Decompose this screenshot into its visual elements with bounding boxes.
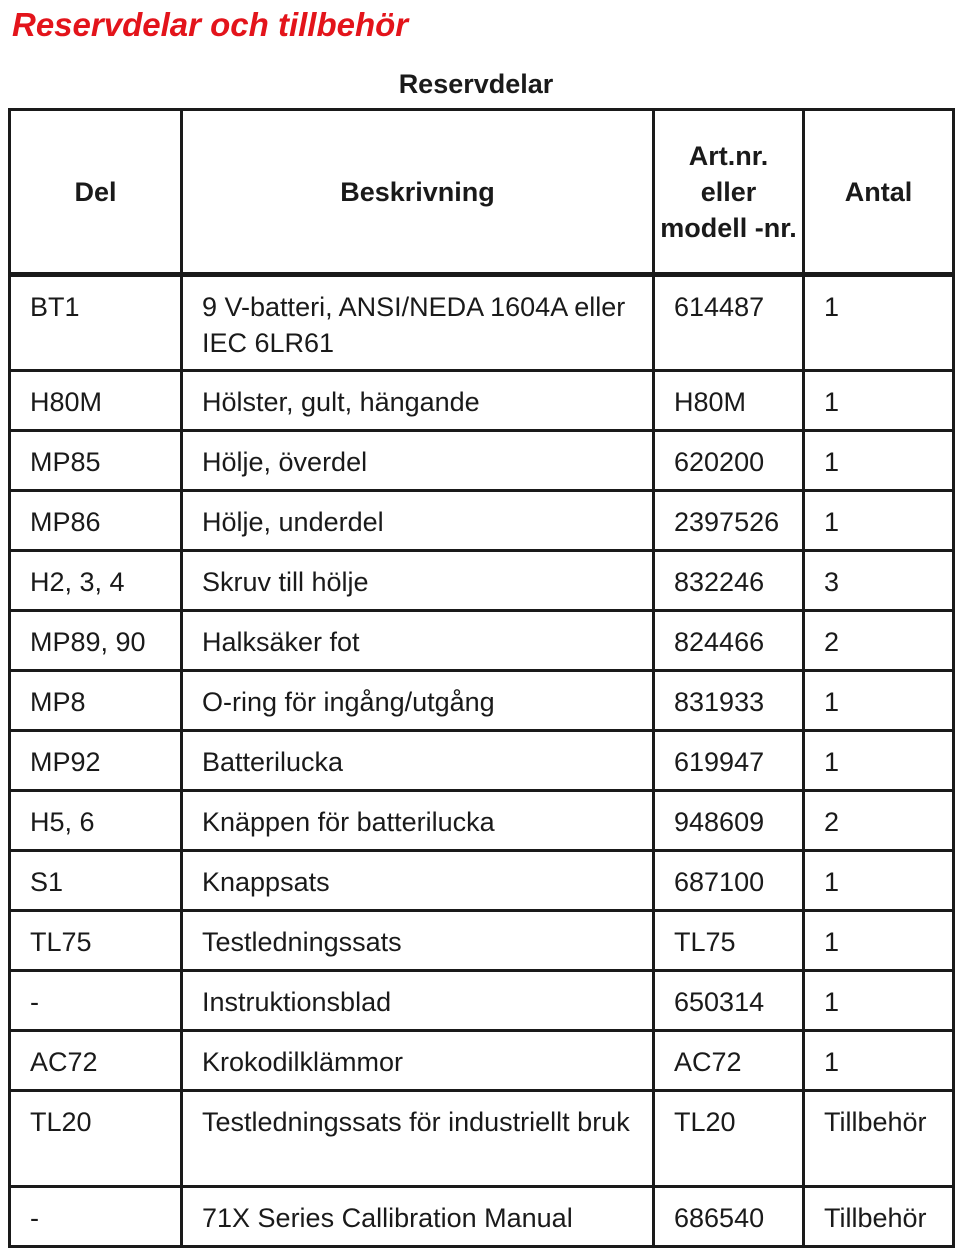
table-header-row <box>10 110 954 275</box>
cell-description: Hölje, överdel <box>182 431 654 491</box>
cell-article-number: AC72 <box>654 1031 804 1091</box>
table-row <box>10 851 954 911</box>
cell-description: O-ring för ingång/utgång <box>182 671 654 731</box>
cell-description: Instruktionsblad <box>182 971 654 1031</box>
cell-article-number: 2397526 <box>654 491 804 551</box>
cell-quantity: 1 <box>804 911 954 971</box>
cell-part: MP92 <box>10 731 182 791</box>
cell-description: Krokodilklämmor <box>182 1031 654 1091</box>
cell-quantity: 1 <box>804 431 954 491</box>
cell-article-number: 948609 <box>654 791 804 851</box>
cell-part: - <box>10 1187 182 1247</box>
cell-article-number: 619947 <box>654 731 804 791</box>
cell-part: MP89, 90 <box>10 611 182 671</box>
table-row <box>10 791 954 851</box>
table-row <box>10 731 954 791</box>
cell-part: H2, 3, 4 <box>10 551 182 611</box>
header-part: Del <box>10 110 182 275</box>
cell-description: Hölje, underdel <box>182 491 654 551</box>
cell-quantity: 1 <box>804 671 954 731</box>
cell-quantity: Tillbehör <box>804 1091 954 1187</box>
cell-part: H5, 6 <box>10 791 182 851</box>
cell-quantity: 2 <box>804 611 954 671</box>
table-row <box>10 971 954 1031</box>
cell-description: Knappsats <box>182 851 654 911</box>
cell-part: - <box>10 971 182 1031</box>
table-body <box>10 275 954 1247</box>
header-description: Beskrivning <box>182 110 654 275</box>
cell-part: MP85 <box>10 431 182 491</box>
cell-article-number: TL75 <box>654 911 804 971</box>
cell-description: Testledningssats för industriellt bruk <box>182 1091 654 1187</box>
cell-part: MP8 <box>10 671 182 731</box>
table-row <box>10 431 954 491</box>
cell-quantity: Tillbehör <box>804 1187 954 1247</box>
cell-part: BT1 <box>10 275 182 371</box>
table-row <box>10 371 954 431</box>
cell-description: Halksäker fot <box>182 611 654 671</box>
cell-article-number: 686540 <box>654 1187 804 1247</box>
page-title: Reservdelar och tillbehör <box>12 6 409 43</box>
cell-quantity: 1 <box>804 491 954 551</box>
cell-part: S1 <box>10 851 182 911</box>
table-row <box>10 1187 954 1247</box>
table-row <box>10 911 954 971</box>
cell-quantity: 3 <box>804 551 954 611</box>
table-row <box>10 671 954 731</box>
parts-table <box>8 108 955 1248</box>
table-row <box>10 1091 954 1187</box>
cell-description: Skruv till hölje <box>182 551 654 611</box>
cell-quantity: 1 <box>804 1031 954 1091</box>
header-quantity: Antal <box>804 110 954 275</box>
cell-part: TL75 <box>10 911 182 971</box>
cell-description: 9 V-batteri, ANSI/NEDA 1604A eller IEC 6LR61 <box>182 275 654 371</box>
table-row <box>10 491 954 551</box>
cell-part: AC72 <box>10 1031 182 1091</box>
cell-article-number: 620200 <box>654 431 804 491</box>
cell-article-number: TL20 <box>654 1091 804 1187</box>
cell-article-number: H80M <box>654 371 804 431</box>
cell-description: Batterilucka <box>182 731 654 791</box>
cell-part: MP86 <box>10 491 182 551</box>
table-row <box>10 275 954 371</box>
table-row <box>10 1031 954 1091</box>
header-article-number: Art.nr. eller modell -nr. <box>654 110 804 275</box>
cell-article-number: 831933 <box>654 671 804 731</box>
cell-article-number: 614487 <box>654 275 804 371</box>
cell-description: 71X Series Callibration Manual <box>182 1187 654 1247</box>
cell-quantity: 1 <box>804 731 954 791</box>
cell-article-number: 824466 <box>654 611 804 671</box>
table-row <box>10 611 954 671</box>
cell-quantity: 1 <box>804 275 954 371</box>
cell-quantity: 1 <box>804 971 954 1031</box>
cell-quantity: 1 <box>804 371 954 431</box>
table-caption: Reservdelar <box>398 69 554 99</box>
cell-description: Knäppen för batterilucka <box>182 791 654 851</box>
cell-article-number: 650314 <box>654 971 804 1031</box>
cell-article-number: 832246 <box>654 551 804 611</box>
cell-article-number: 687100 <box>654 851 804 911</box>
cell-description: Testledningssats <box>182 911 654 971</box>
cell-description: Hölster, gult, hängande <box>182 371 654 431</box>
cell-part: H80M <box>10 371 182 431</box>
table-row <box>10 551 954 611</box>
cell-quantity: 1 <box>804 851 954 911</box>
cell-part: TL20 <box>10 1091 182 1187</box>
cell-quantity: 2 <box>804 791 954 851</box>
